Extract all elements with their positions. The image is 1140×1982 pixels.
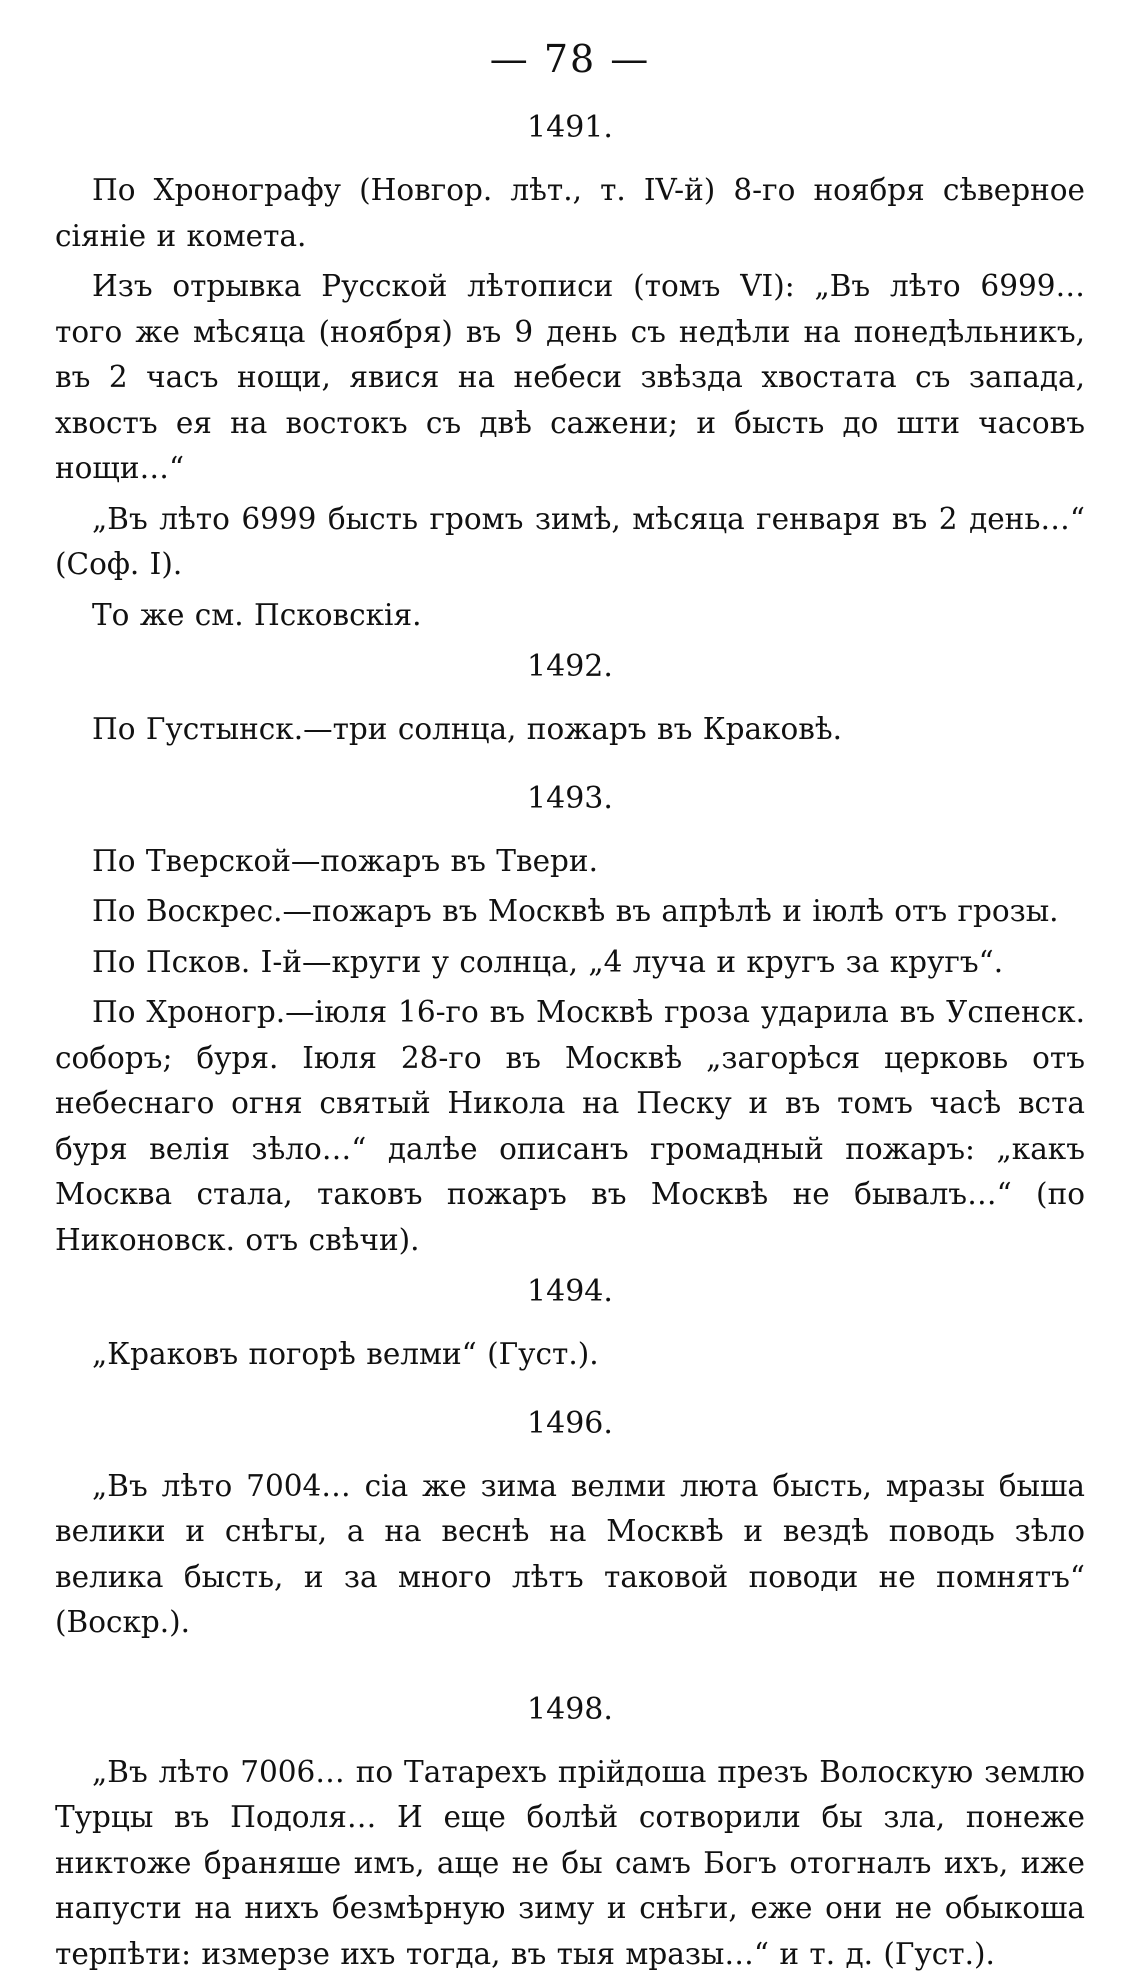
section-1496 — [55, 1400, 1085, 1646]
year-heading: 1491. — [527, 110, 613, 145]
section-1498 — [55, 1686, 1085, 1978]
paragraph: По Воскрес.—пожаръ въ Москвѣ въ апрѣлѣ и іюлѣ отъ грозы. — [92, 894, 1059, 928]
year-heading: 1494. — [527, 1274, 613, 1309]
paragraph: „Въ лѣто 7006… по Татарехъ прійдоша презъ Волоскую землю Турцы въ Подоля… И еще болѣй сотворили бы зла, понеже никтоже браняше имъ, аще не бы самъ Богъ отогналъ ихъ, иже напусти на нихъ безмѣрную зиму и снѣги, еже они не обыкоша терпѣти: измерзе ихъ тогда, въ тыя мразы…“ и т. д. (Густ.). — [55, 1754, 1085, 1971]
paragraph: „Въ лѣто 7004… сіа же зима велми люта бысть, мразы быша велики и снѣгы, а на веснѣ на Москвѣ и вездѣ поводь зѣло велика бысть, и за много лѣтъ таковой поводи не помнятъ“ (Воскр.). — [55, 1468, 1085, 1639]
section-1494 — [55, 1268, 1085, 1378]
paragraph: По Хроногр.—іюля 16-го въ Москвѣ гроза ударила въ Успенск. соборъ; буря. Іюля 28-го въ Москвѣ „загорѣся церковь отъ небеснаго огня святый Никола на Песку и въ томъ часѣ вста буря велія зѣло…“ далѣе описанъ громадный пожаръ: „какъ Москва стала, таковъ пожаръ въ Москвѣ не бывалъ…“ (по Никоновск. отъ свѣчи). — [55, 995, 1085, 1257]
paragraph: Изъ отрывка Русской лѣтописи (томъ VI): „Въ лѣто 6999… того же мѣсяца (ноября) въ 9 день съ недѣли на понедѣльникъ, въ 2 часъ нощи, явися на небеси звѣзда хвостата съ запада, хвостъ ея на востокъ съ двѣ сажени; и бысть до шти часовъ нощи…“ — [55, 269, 1085, 485]
page-number: — 78 — — [489, 37, 651, 81]
section-1493 — [55, 775, 1085, 1264]
page-content — [55, 104, 1085, 1982]
paragraph: „Краковъ погорѣ велми“ (Густ.). — [92, 1337, 599, 1371]
paragraph: По Псков. I-й—круги у солнца, „4 луча и кругъ за кругъ“. — [92, 944, 1004, 979]
section-1492 — [55, 643, 1085, 753]
section-1491 — [55, 104, 1085, 638]
year-heading: 1492. — [527, 649, 613, 684]
year-heading: 1493. — [527, 780, 613, 816]
year-heading: 1498. — [527, 1691, 613, 1727]
paragraph: „Въ лѣто 6999 бысть громъ зимѣ, мѣсяца генваря въ 2 день…“ (Соф. I). — [55, 501, 1085, 581]
year-heading: 1496. — [527, 1405, 613, 1441]
paragraph: По Тверской—пожаръ въ Твери. — [92, 843, 598, 878]
paragraph: По Хронографу (Новгор. лѣт., т. IV-й) 8-го ноября сѣверное сіяніе и комета. — [55, 173, 1085, 253]
paragraph: То же см. Псковскія. — [92, 597, 422, 632]
paragraph: По Густынск.—три солнца, пожаръ въ Краковѣ. — [92, 712, 843, 746]
